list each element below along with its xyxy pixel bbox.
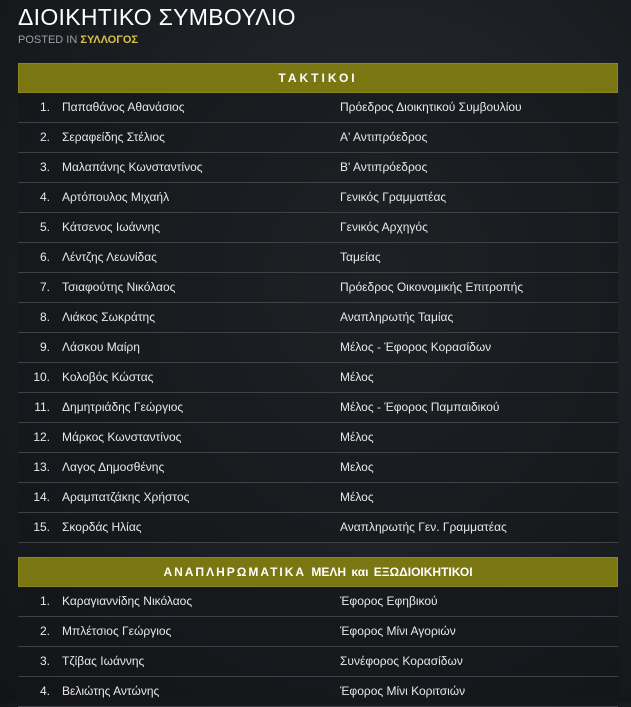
member-name: Μπλέτσιος Γεώργιος	[62, 624, 172, 638]
row-number: 3.	[39, 654, 50, 668]
member-cell	[18, 587, 340, 616]
member-cell	[18, 617, 340, 646]
member-name: Δημητριάδης Γεώργιος	[62, 400, 184, 414]
member-cell	[18, 123, 340, 152]
row-number: 1.	[39, 594, 50, 608]
table-row	[18, 333, 618, 363]
table-row	[18, 393, 618, 423]
member-name: Σκορδάς Ηλίας	[62, 520, 142, 534]
row-number: 9.	[39, 340, 50, 354]
member-cell	[18, 483, 340, 512]
row-number: 2.	[39, 624, 50, 638]
table-row	[18, 647, 618, 677]
row-number: 3.	[39, 160, 50, 174]
table-row	[18, 243, 618, 273]
table-body	[18, 93, 618, 543]
row-number: 1.	[39, 100, 50, 114]
row-number: 4.	[39, 684, 50, 698]
member-cell	[18, 183, 340, 212]
member-name: Μαλαπάνης Κωνσταντίνος	[62, 160, 203, 174]
row-number: 15.	[33, 520, 50, 534]
header-main: ΑΝΑΠΛΗΡΩΜΑΤΙΚΑ	[163, 565, 307, 579]
member-role: Μέλος	[340, 490, 374, 504]
member-name: Τζίβας Ιωάννης	[62, 654, 145, 668]
member-role: Αναπληρωτής Ταμίας	[340, 310, 454, 324]
member-role: Πρόεδρος Οικονομικής Επιτροπής	[340, 280, 524, 294]
member-name: Καραγιαννίδης Νικόλαος	[62, 594, 193, 608]
category-link[interactable]: ΣΥΛΛΟΓΟΣ	[80, 34, 139, 46]
post-meta	[18, 34, 138, 46]
member-cell	[18, 273, 340, 302]
table-row	[18, 363, 618, 393]
member-cell	[18, 243, 340, 272]
header-end: ΕΞΩΔΙΟΙΚΗΤΙΚΟΙ	[373, 565, 473, 579]
table-row	[18, 273, 618, 303]
row-number: 5.	[39, 220, 50, 234]
header-mid: ΜΕΛΗ	[311, 565, 347, 579]
member-name: Λιάκος Σωκράτης	[62, 310, 156, 324]
member-role: Α' Αντιπρόεδρος	[340, 130, 428, 144]
table-header: ΤΑΚΤΙΚΟΙ	[18, 63, 618, 93]
member-name: Παπαθάνος Αθανάσιος	[62, 100, 185, 114]
member-cell	[18, 303, 340, 332]
member-role: Αναπληρωτής Γεν. Γραμματέας	[340, 520, 507, 534]
member-role: Συνέφορος Κορασίδων	[340, 654, 463, 668]
member-cell	[18, 93, 340, 122]
member-cell	[18, 333, 340, 362]
table-row	[18, 453, 618, 483]
member-name: Λέντζης Λεωνίδας	[62, 250, 157, 264]
row-number: 7.	[39, 280, 50, 294]
member-role: Μέλος - Έφορος Κορασίδων	[340, 340, 492, 354]
member-role: Έφορος Εφηβικού	[340, 594, 438, 608]
table-row	[18, 423, 618, 453]
row-number: 14.	[33, 490, 50, 504]
row-number: 2.	[39, 130, 50, 144]
table-row	[18, 483, 618, 513]
member-cell	[18, 647, 340, 676]
table-row	[18, 303, 618, 333]
member-cell	[18, 153, 340, 182]
member-name: Τσιαφούτης Νικόλαος	[62, 280, 176, 294]
table-body	[18, 587, 618, 707]
row-number: 6.	[39, 250, 50, 264]
member-role: Πρόεδρος Διοικητικού Συμβουλίου	[340, 100, 522, 114]
member-name: Μάρκος Κωνσταντίνος	[62, 430, 182, 444]
member-role: Μέλος - Έφορος Παμπαιδικού	[340, 400, 500, 414]
substitute-members-table	[18, 557, 618, 707]
member-cell	[18, 393, 340, 422]
member-name: Κάτσενος Ιωάννης	[62, 220, 161, 234]
member-cell	[18, 363, 340, 392]
member-name: Σεραφείδης Στέλιος	[62, 130, 165, 144]
member-role: Γενικός Αρχηγός	[340, 220, 428, 234]
member-name: Αραμπατζάκης Χρήστος	[62, 490, 190, 504]
member-name: Λαγος Δημοσθένης	[62, 460, 165, 474]
table-row	[18, 617, 618, 647]
table-row	[18, 183, 618, 213]
member-cell	[18, 423, 340, 452]
regular-members-table	[18, 63, 618, 543]
member-cell	[18, 513, 340, 542]
table-row	[18, 153, 618, 183]
table-row	[18, 93, 618, 123]
member-role: Έφορος Μίνι Κοριτσιών	[340, 684, 466, 698]
member-role: Μέλος	[340, 370, 374, 384]
member-cell	[18, 213, 340, 242]
member-name: Κολοβός Κώστας	[62, 370, 154, 384]
member-cell	[18, 453, 340, 482]
posted-in-label: POSTED IN	[18, 34, 78, 46]
row-number: 4.	[39, 190, 50, 204]
row-number: 10.	[33, 370, 50, 384]
member-role: Έφορος Μίνι Αγοριών	[340, 624, 456, 638]
row-number: 13.	[33, 460, 50, 474]
member-name: Αρτόπουλος Μιχαήλ	[62, 190, 170, 204]
member-role: Ταμείας	[340, 250, 381, 264]
page-title: ΔΙΟΙΚΗΤΙΚΟ ΣΥΜΒΟΥΛΙΟ	[18, 4, 296, 30]
row-number: 12.	[33, 430, 50, 444]
row-number: 8.	[39, 310, 50, 324]
row-number: 11.	[34, 400, 50, 414]
member-name: Βελιώτης Αντώνης	[62, 684, 160, 698]
member-role: Μελος	[340, 460, 374, 474]
member-role: Μέλος	[340, 430, 374, 444]
member-cell	[18, 677, 340, 706]
table-header	[18, 557, 618, 587]
member-role: Β' Αντιπρόεδρος	[340, 160, 428, 174]
table-row	[18, 213, 618, 243]
table-row	[18, 513, 618, 543]
header-conj: και	[351, 565, 369, 579]
member-name: Λάσκου Μαίρη	[62, 340, 140, 354]
member-role: Γενικός Γραμματέας	[340, 190, 447, 204]
table-row	[18, 587, 618, 617]
table-row	[18, 123, 618, 153]
